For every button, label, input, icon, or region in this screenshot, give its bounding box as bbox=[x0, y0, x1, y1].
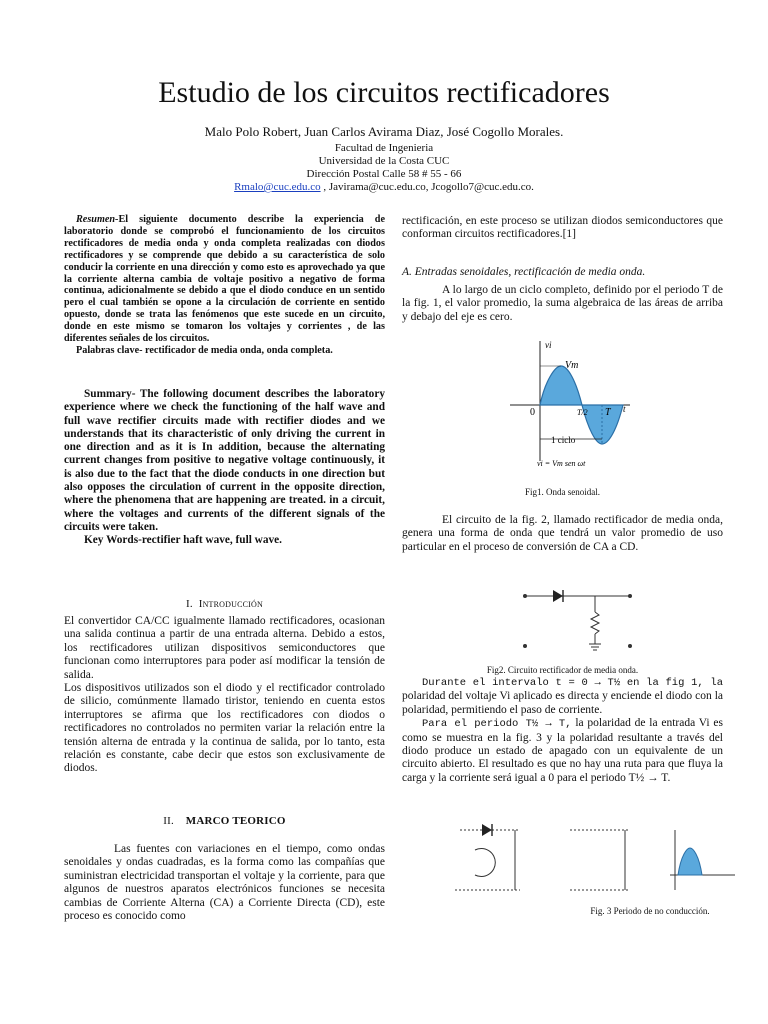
fig3-current-arrow bbox=[475, 849, 495, 877]
abstract-text: El siguiente documento describe la experiencia de laboratorio donde se comprobó el funcionamiento de los circuitos rectificadores de media onda y onda completa realizadas con diodos rectificadores y se comprende que debido a su característica de solo conducir la corriente en una dirección y como esto es aprovechado ya que la corriente alterna cambia de voltaje positivo a negativo de forma continua, adicionalmente se debido a que el diodo conduce en un sentido pero el cual también se opone a la circulación de corriente en sentido opuesto, donde se trata las fenómenos que este sucede en un circuito, donde en este mismo se tomaron los voltajes y corrientes , de las diferentes señales de los circuitos. bbox=[64, 214, 385, 345]
paper-title: Estudio de los circuitos rectificadores bbox=[158, 76, 610, 109]
input-terminal-bottom bbox=[523, 644, 527, 648]
input-terminal-top bbox=[523, 594, 527, 598]
figure-1-caption: Fig1. Onda senoidal. bbox=[525, 487, 600, 497]
resistor-icon bbox=[591, 612, 599, 634]
subsection-a-heading: A. Entradas senoidales, rectificación de media onda. bbox=[402, 266, 646, 278]
section-2-heading bbox=[64, 815, 385, 827]
postal-address: Dirección Postal Calle 58 # 55 - 66 bbox=[306, 168, 462, 180]
figure-2-caption: Fig2. Circuito rectificador de media onda. bbox=[486, 665, 639, 675]
subsection-a-paragraph bbox=[402, 284, 723, 324]
figure-3-circuits bbox=[450, 820, 740, 902]
section-2-number: II. bbox=[163, 815, 174, 827]
intro-paragraph-1: El convertidor CA/CC igualmente llamado rectificadores, ocasionan una salida continua a partir de una entrada alterna. Debido a estos, los rectificadores utilizan dispositivos semiconductores que funcionan como interruptores para poder así modificar la tensión de salida. bbox=[64, 615, 385, 681]
subsection-a-text: A lo largo de un ciclo completo, definido por el periodo T de la fig. 1, el valor promedio, la suma algebraica de las áreas de arriba y debajo del eje es cero. bbox=[402, 284, 723, 323]
abstract-label: Resumen- bbox=[76, 214, 119, 225]
faculty: Facultad de Ingenieria bbox=[334, 142, 434, 154]
email-link[interactable]: Rmalo@cuc.edu.co bbox=[234, 181, 321, 193]
fig1-cycle-label: 1 ciclo bbox=[551, 435, 576, 445]
marco-teorico bbox=[64, 843, 385, 923]
figure-1-sine-wave bbox=[505, 336, 645, 476]
marco-paragraph: Las fuentes con variaciones en el tiempo, como ondas senoidales y ondas cuadradas, es la forma como las compañías que suministran electricidad transportan el voltaje y la corriente, para que algunos de nuestros aparatos electrónicos funciones se necesita cambias de Corriente Alterna (CA) a Corriente Directa (CD), este proceso es conocido como bbox=[64, 843, 385, 923]
summary bbox=[64, 388, 385, 548]
fig1-vi-label: vi bbox=[545, 340, 552, 350]
fig1-equation: vi = Vm sen ωt bbox=[537, 459, 586, 468]
fig3-diode-icon bbox=[482, 824, 492, 836]
keywords-en: Key Words-rectifier haft wave, full wave. bbox=[84, 534, 282, 547]
fig3-half-wave bbox=[678, 848, 702, 875]
output-terminal-bottom bbox=[628, 644, 632, 648]
section-1-number: I. bbox=[185, 598, 193, 610]
fig2-intro-paragraph bbox=[402, 514, 723, 554]
diode-icon bbox=[553, 590, 563, 602]
authors: Malo Polo Robert, Juan Carlos Avirama Diaz, José Cogollo Morales. bbox=[204, 124, 564, 139]
continued-paragraph bbox=[402, 215, 723, 242]
figure-2-circuit bbox=[515, 578, 645, 658]
fig1-T-label: T bbox=[605, 407, 611, 418]
section-1-title: Introducción bbox=[198, 598, 264, 610]
durante-paragraph bbox=[402, 676, 723, 785]
periodo-interval: Para el periodo T½ → T, bbox=[422, 718, 572, 731]
section-2-title: MARCO TEORICO bbox=[185, 815, 286, 827]
emails bbox=[0, 181, 768, 193]
summary-text: Summary- The following document describes the laboratory experience where we check the functioning of the half wave and full wave rectifier circuits made with rectifier diodes and we understands that its characteristic of only driving the current in one direction and as it is In addition, because the alternating current changes from positive to negative voltage continuously, it is also due to the fact that the diode conducts in one direction but also opposes the circulation of current in the opposite direction, where the phenomena that are happening are treated. in a circuit, where the voltages and currents of the different signals of the circuits were taken. bbox=[64, 388, 385, 533]
fig1-vm-label: Vm bbox=[565, 360, 579, 371]
university: Universidad de la Costa CUC bbox=[318, 155, 450, 167]
durante-interval: Durante el intervalo t = 0 → T½ en la fig 1, la bbox=[422, 677, 723, 689]
introduction bbox=[64, 615, 385, 776]
keywords-es: Palabras clave- rectificador de media onda, onda completa. bbox=[76, 344, 333, 356]
intro-paragraph-2: Los dispositivos utilizados son el diodo y el rectificador controlado de silicio, comúnmente llamado tiristor, teniendo en cuenta estos interruptores se afirma que los rectificadores con diodos o rectificadores no controlados no permiten variar la relación entre la tensión alterna de entrada y la continua de salida, por lo tanto, esta relación es constante, cabe decir que estos son exclusivamente de diodos. bbox=[64, 682, 385, 775]
fig2-intro-text: El circuito de la fig. 2, llamado rectificador de media onda, genera una forma de onda que tendrá un valor promedio de uso particular en el proceso de conversión de CA a CD. bbox=[402, 514, 723, 553]
figure-3-caption: Fig. 3 Periodo de no conducción. bbox=[590, 906, 710, 916]
durante-text: polaridad del voltaje Vi aplicado es directa y enciende el diodo con la polaridad, permitiendo el paso de corriente. bbox=[402, 690, 723, 716]
fig1-zero-label: 0 bbox=[530, 407, 535, 418]
periodo-text: la polaridad de la entrada Vi es como se muestra en la fig. 3 y la polaridad resultante a través del diodo produce un estado de apagado con un equivalente de un circuito abierto. El resultado es que no hay una ruta para que fluya la carga y la corriente será igual a 0 para el periodo bbox=[402, 717, 723, 784]
abstract bbox=[64, 214, 385, 357]
continued-text: rectificación, en este proceso se utilizan diodos semiconductores que conforman circuitos rectificadores.[1] bbox=[402, 215, 723, 241]
fig1-half-label: T/2 bbox=[577, 408, 588, 417]
fig1-t-label: t bbox=[623, 404, 626, 414]
section-1-heading bbox=[64, 598, 385, 610]
email-others: , Javirama@cuc.edu.co, Jcogollo7@cuc.edu.co. bbox=[320, 181, 534, 193]
positive-half-wave bbox=[540, 366, 582, 405]
periodo-end: T½ → T. bbox=[628, 771, 671, 784]
